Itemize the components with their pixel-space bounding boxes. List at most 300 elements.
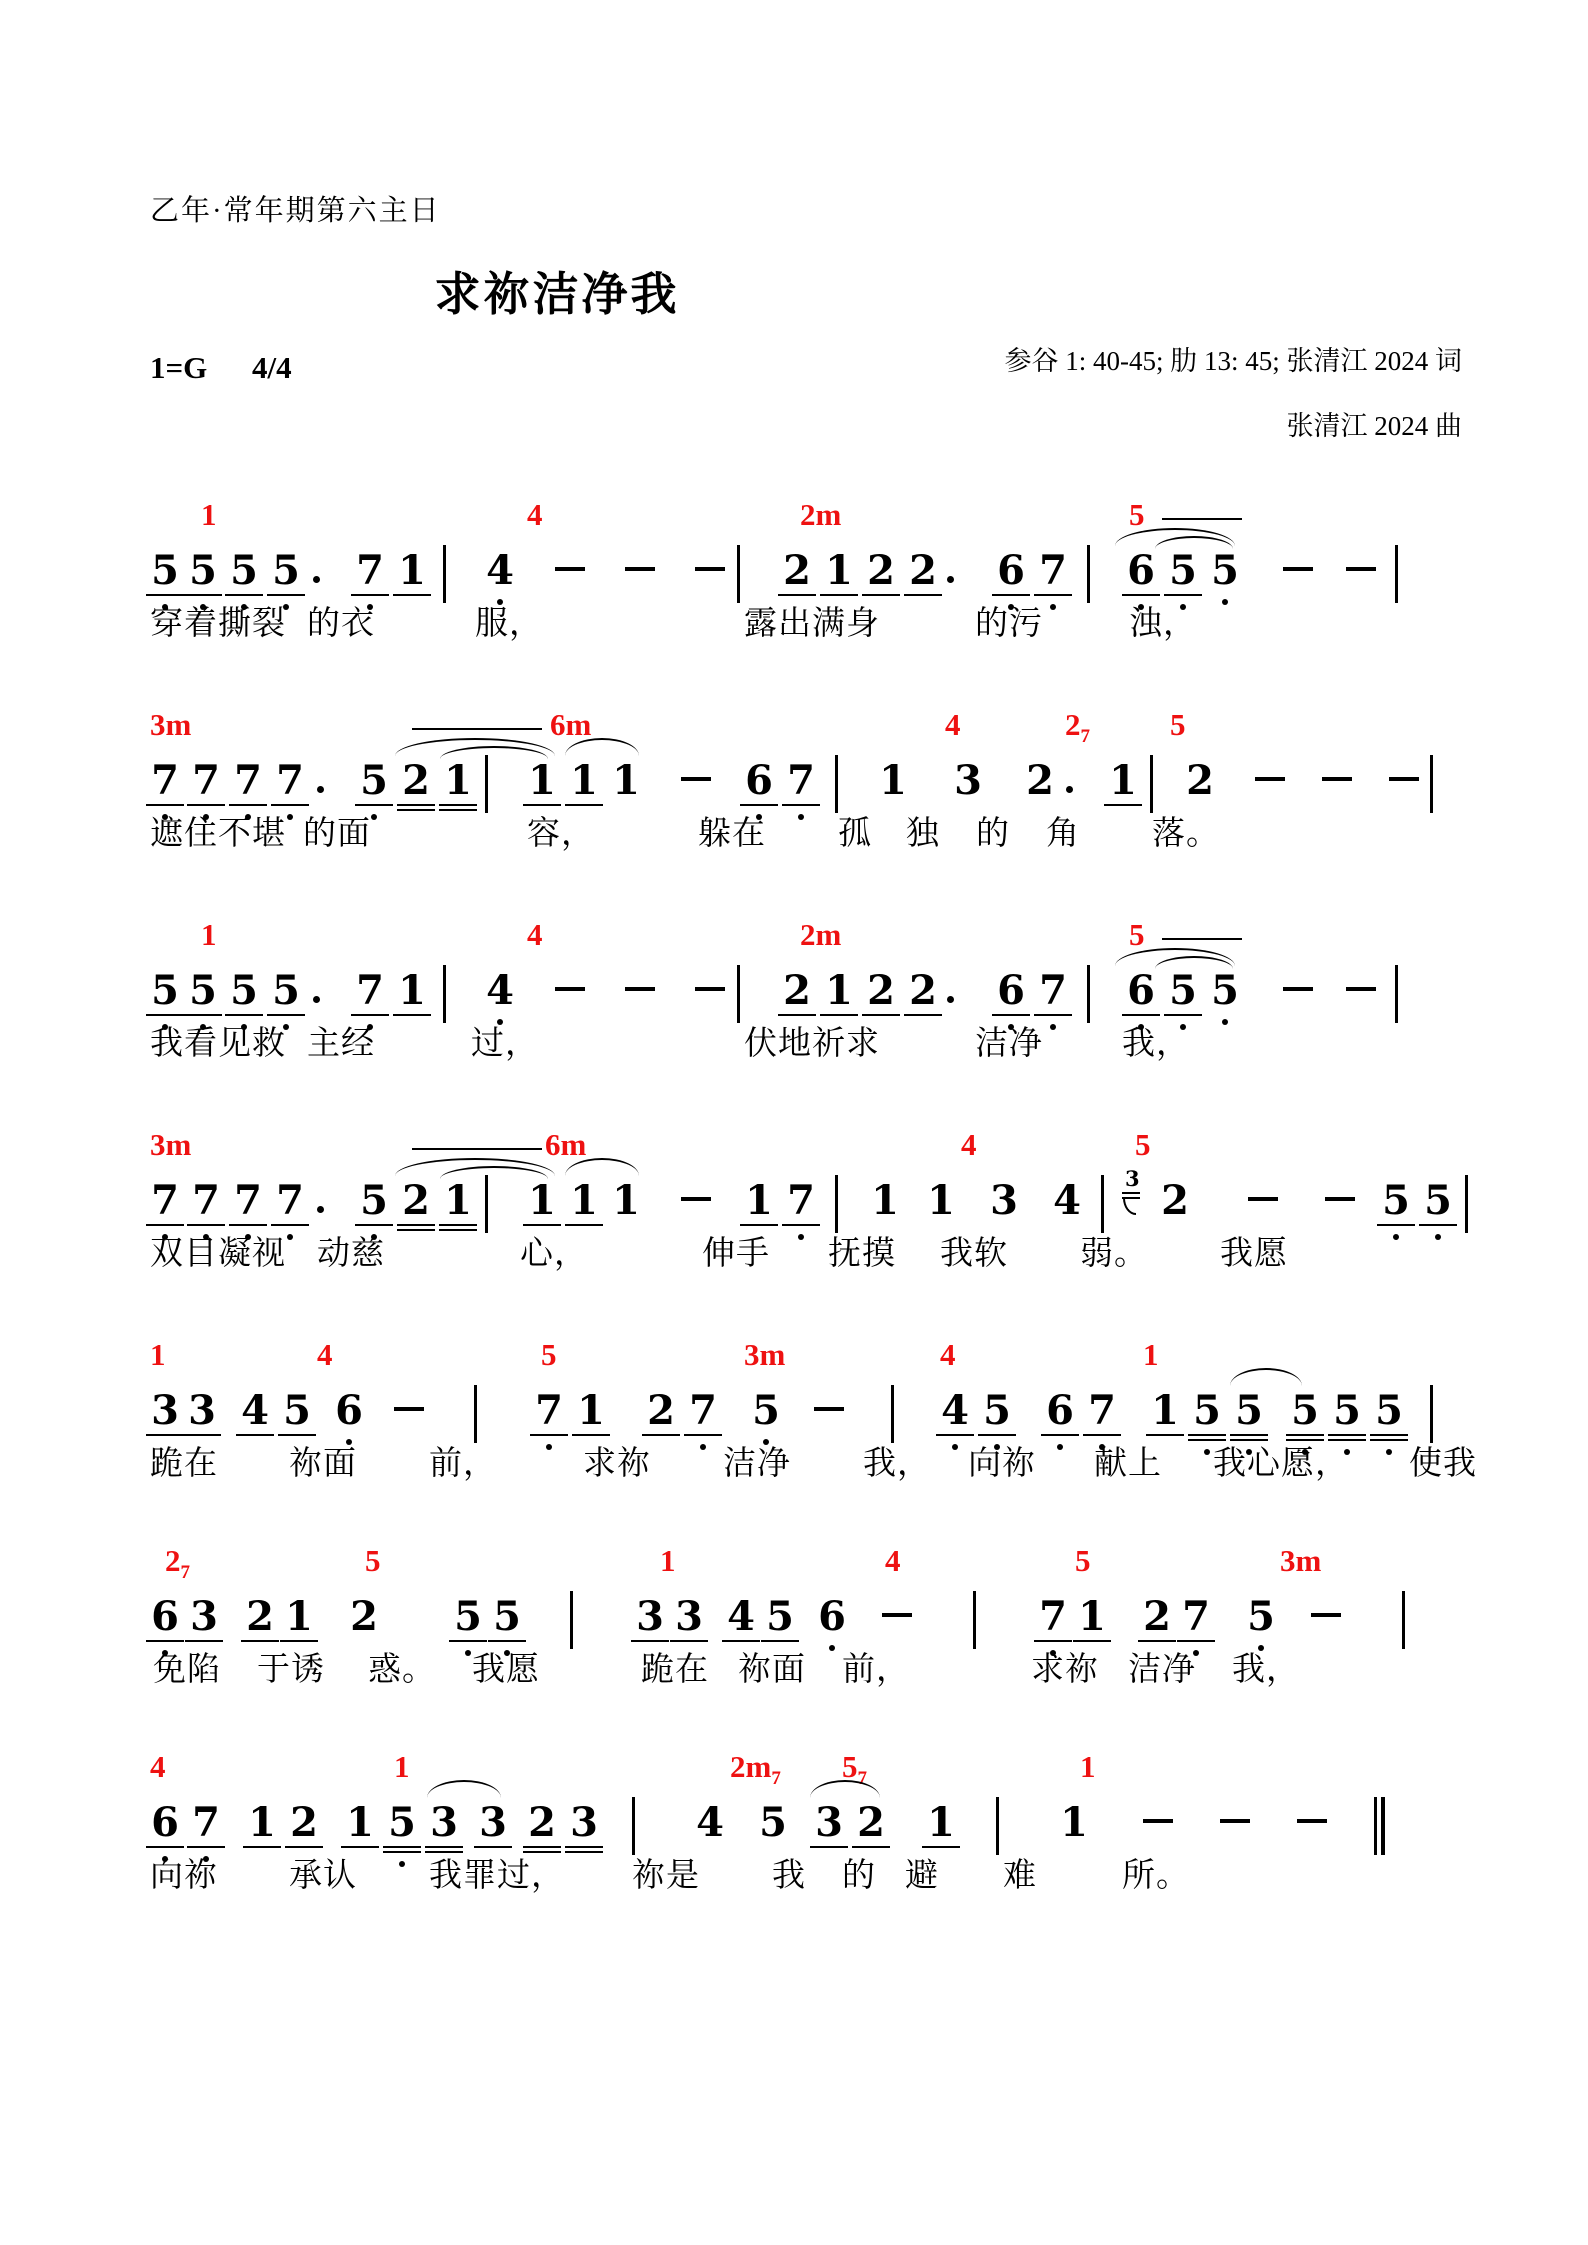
chord-subscript: 7 <box>180 1562 190 1583</box>
beam-underline <box>267 594 305 596</box>
note-digit <box>229 547 259 594</box>
digit: 5 <box>272 547 300 594</box>
digit: 3 <box>954 757 982 804</box>
lyric-syllable: 角 <box>1046 816 1080 852</box>
digit: 4 <box>486 547 514 594</box>
note-digit <box>349 1593 379 1640</box>
duration-dash <box>814 1407 844 1411</box>
digit: 2 <box>528 1799 556 1846</box>
digit: 6 <box>745 757 773 804</box>
music-system <box>150 918 1588 1088</box>
digit: 7 <box>787 757 815 804</box>
digit: 1 <box>612 1177 640 1224</box>
augmentation-dot <box>947 576 954 583</box>
digit: 2 <box>402 757 430 804</box>
beam-underline <box>184 594 222 596</box>
beam-underline <box>187 1846 225 1848</box>
digit: 3 <box>151 1387 179 1434</box>
lyric-syllable: 抚摸 <box>828 1236 896 1272</box>
note-digit <box>527 1177 557 1224</box>
duration-dash <box>555 987 585 991</box>
beam-underline <box>351 1014 389 1016</box>
digit: 1 <box>444 757 472 804</box>
note-digit <box>1126 547 1156 594</box>
chord-subscript: 7 <box>771 1768 781 1789</box>
note-digit <box>1290 1387 1320 1434</box>
note-digit <box>485 547 515 594</box>
beam-underline <box>271 804 309 806</box>
beam-underline <box>146 1014 184 1016</box>
beam-underline <box>670 1640 708 1642</box>
beam-underline <box>285 1846 323 1848</box>
note-digit <box>817 1593 847 1640</box>
beam-underline <box>146 1434 184 1436</box>
barline <box>973 1591 976 1649</box>
digit: 1 <box>1078 1593 1106 1640</box>
duration-dash <box>1297 1819 1327 1823</box>
chord-label: 5 <box>365 1543 381 1578</box>
beam-underline <box>992 594 1030 596</box>
note-digit <box>485 967 515 1014</box>
beam-underline <box>488 1640 526 1642</box>
beam-underline <box>862 1014 900 1016</box>
note-digit <box>1181 1593 1211 1640</box>
beam-underline <box>631 1640 669 1642</box>
digit: 1 <box>745 1177 773 1224</box>
note-digit <box>191 1177 221 1224</box>
note-digit <box>527 1799 557 1846</box>
digit: 2 <box>246 1593 274 1640</box>
lyric-syllable: 跪在 <box>641 1652 709 1688</box>
duration-dash <box>1220 1819 1250 1823</box>
duration-dash <box>882 1613 912 1617</box>
beam-underline <box>1041 1434 1079 1436</box>
beam-underline <box>1370 1434 1408 1436</box>
note-digit <box>982 1387 1012 1434</box>
note-digit <box>150 757 180 804</box>
digit: 6 <box>1127 967 1155 1014</box>
lyric-syllable: 祢面 <box>289 1446 357 1482</box>
chord-label: 5 <box>1129 497 1145 532</box>
beam-underline <box>1164 594 1202 596</box>
lyric-syllable: 的衣 <box>307 606 375 642</box>
lyric-syllable: 我， <box>863 1446 931 1482</box>
lyric-syllable: 我罪过， <box>429 1858 565 1894</box>
note-digit <box>1234 1387 1264 1434</box>
beam-underline <box>185 1640 223 1642</box>
beam-underline <box>1146 1434 1184 1436</box>
beam-underline <box>1286 1434 1324 1436</box>
chord-row <box>150 498 1588 534</box>
tie-line <box>412 1148 542 1150</box>
duration-dash <box>681 1197 711 1201</box>
duration-dash <box>1283 987 1313 991</box>
note-digit <box>355 967 385 1014</box>
barline <box>1430 1385 1433 1443</box>
digit: 3 <box>479 1799 507 1846</box>
note-digit <box>247 1799 277 1846</box>
note-digit <box>765 1593 795 1640</box>
note-digit <box>345 1799 375 1846</box>
lyric-syllable: 洁净 <box>1128 1652 1196 1688</box>
barline <box>1087 965 1090 1023</box>
digit: 2 <box>647 1387 675 1434</box>
grace-note <box>1122 1166 1144 1222</box>
notation-row <box>150 1799 1588 1846</box>
note-digit <box>289 1799 319 1846</box>
music-system <box>150 1338 1588 1508</box>
note-digit <box>150 1177 180 1224</box>
beam-underline <box>523 1846 561 1848</box>
beam-underline <box>146 804 184 806</box>
note-digit <box>275 757 305 804</box>
notation-row <box>150 1593 1588 1640</box>
chord-label: 3m <box>150 1127 192 1162</box>
digit: 1 <box>248 1799 276 1846</box>
chord-row <box>150 707 1588 747</box>
digit: 2 <box>1186 757 1214 804</box>
chord-label: 5 <box>1170 707 1186 742</box>
beam-underline <box>351 594 389 596</box>
note-digit <box>926 1799 956 1846</box>
beam-underline <box>243 1846 281 1848</box>
beam-underline <box>271 1224 309 1226</box>
beam-underline <box>236 1434 274 1436</box>
digit: 7 <box>151 1177 179 1224</box>
liturgical-header: 乙年·常年期第六主日 <box>150 195 441 227</box>
digit: 6 <box>1046 1387 1074 1434</box>
digit: 1 <box>1060 1799 1088 1846</box>
beam-underline <box>992 1014 1030 1016</box>
digit: 5 <box>759 1799 787 1846</box>
beam-underline <box>187 1224 225 1226</box>
note-digit <box>611 757 641 804</box>
duration-dash <box>394 1407 424 1411</box>
chord-row <box>150 1749 1588 1789</box>
lyric-syllable: 的 <box>976 816 1010 852</box>
beam-underline <box>425 1846 463 1848</box>
beam-underline <box>280 1640 318 1642</box>
digit: 2 <box>1143 1593 1171 1640</box>
note-digit <box>824 547 854 594</box>
digit: 1 <box>444 1177 472 1224</box>
lyric-syllable: 过， <box>471 1026 539 1062</box>
beam-underline <box>383 1851 421 1853</box>
lyric-syllable: 我软 <box>940 1236 1008 1272</box>
beam-underline <box>722 1640 760 1642</box>
note-digit <box>569 757 599 804</box>
note-digit <box>429 1799 459 1846</box>
barline <box>891 1385 894 1443</box>
augmentation-dot <box>947 996 954 1003</box>
digit: 5 <box>360 757 388 804</box>
note-digit <box>188 547 218 594</box>
chord-label: 1 <box>150 1337 166 1372</box>
beam-underline <box>267 1014 305 1016</box>
beam-underline <box>761 1640 799 1642</box>
beam-underline <box>740 804 778 806</box>
duration-dash <box>1346 987 1376 991</box>
beam-underline <box>778 594 816 596</box>
note-digit <box>492 1593 522 1640</box>
chord-label: 3m <box>744 1337 786 1372</box>
augmentation-dot <box>1066 786 1073 793</box>
note-digit <box>1059 1799 1089 1846</box>
lyric-syllable: 向祢 <box>968 1446 1036 1482</box>
lyric-syllable: 避 <box>905 1858 939 1894</box>
duration-dash <box>695 987 725 991</box>
final-barline <box>1374 1797 1386 1855</box>
note-digit <box>527 757 557 804</box>
lyric-syllable: 使我 <box>1409 1446 1477 1482</box>
note-digit <box>1423 1177 1453 1224</box>
note-digit <box>397 967 427 1014</box>
chord-label: 5 <box>541 1337 557 1372</box>
beam-underline <box>978 1434 1016 1436</box>
beam-underline <box>904 1014 942 1016</box>
note-digit <box>1077 1593 1107 1640</box>
digit: 7 <box>192 1799 220 1846</box>
digit: 3 <box>1125 1166 1140 1191</box>
note-digit <box>443 1177 473 1224</box>
lyric-syllable: 于诱 <box>257 1652 325 1688</box>
notation-row <box>150 547 1588 594</box>
beam-underline <box>820 594 858 596</box>
note-digit <box>191 757 221 804</box>
lyric-row <box>150 1444 1588 1488</box>
note-digit <box>611 1177 641 1224</box>
chord-subscript: 7 <box>1080 726 1090 747</box>
duration-dash <box>1311 1613 1341 1617</box>
beam-underline <box>449 1640 487 1642</box>
beam-underline <box>439 1224 477 1226</box>
lyric-syllable: 我， <box>1122 1026 1190 1062</box>
beam-underline <box>904 594 942 596</box>
beam-underline <box>820 1014 858 1016</box>
note-digit <box>191 1799 221 1846</box>
digit: 5 <box>189 547 217 594</box>
beam-underline <box>439 1229 477 1231</box>
note-digit <box>1087 1387 1117 1434</box>
digit: 7 <box>234 1177 262 1224</box>
note-digit <box>908 547 938 594</box>
beam-underline <box>225 594 263 596</box>
note-digit <box>926 1177 956 1224</box>
note-digit <box>1381 1177 1411 1224</box>
chord-label: 4 <box>150 1749 166 1784</box>
chord-label: 1 <box>394 1749 410 1784</box>
lyric-syllable: 祢面 <box>738 1652 806 1688</box>
chord-row <box>150 1128 1588 1164</box>
tie-line <box>1162 518 1242 520</box>
barline <box>835 1175 838 1233</box>
digit: 6 <box>151 1593 179 1640</box>
lyric-syllable: 承认 <box>289 1858 357 1894</box>
beam-underline <box>1188 1439 1226 1441</box>
beam-underline <box>1083 1434 1121 1436</box>
digit: 7 <box>535 1387 563 1434</box>
note-digit <box>569 1799 599 1846</box>
barline <box>1395 545 1398 603</box>
beam-underline <box>523 1224 561 1226</box>
chord-label: 3m <box>150 707 192 742</box>
credits <box>1005 348 1463 478</box>
note-digit <box>150 1593 180 1640</box>
chord-label: 5 <box>1129 917 1145 952</box>
augmentation-dot <box>317 1206 324 1213</box>
duration-dash <box>1255 777 1285 781</box>
note-digit <box>282 1387 312 1434</box>
augmentation-dot <box>317 786 324 793</box>
digit: 6 <box>818 1593 846 1640</box>
note-digit <box>695 1799 725 1846</box>
beam-underline <box>782 1224 820 1226</box>
beam-underline <box>187 804 225 806</box>
beam-underline <box>146 1846 184 1848</box>
digit: 1 <box>927 1177 955 1224</box>
lyric-syllable: 难 <box>1003 1858 1037 1894</box>
lyric-syllable: 躲在 <box>698 816 766 852</box>
digit: 5 <box>283 1387 311 1434</box>
lyric-syllable: 浊， <box>1129 606 1197 642</box>
note-digit <box>271 967 301 1014</box>
note-digit <box>866 967 896 1014</box>
lyric-syllable: 独 <box>906 816 940 852</box>
digit: 1 <box>528 757 556 804</box>
digit: 7 <box>689 1387 717 1434</box>
beam-underline <box>397 1224 435 1226</box>
note-digit <box>674 1593 704 1640</box>
duration-dash <box>1322 777 1352 781</box>
chord-label: 1 <box>660 1543 676 1578</box>
note-digit <box>150 547 180 594</box>
beam-underline <box>355 804 393 806</box>
beam-underline <box>1370 1439 1408 1441</box>
digit: 5 <box>752 1387 780 1434</box>
beam-underline <box>383 1846 421 1848</box>
duration-dash <box>555 567 585 571</box>
digit: 1 <box>825 967 853 1014</box>
lyric-syllable: 我愿 <box>1220 1236 1288 1272</box>
duration-dash <box>695 567 725 571</box>
beam-underline <box>1230 1434 1268 1436</box>
note-digit <box>1332 1387 1362 1434</box>
beam-underline <box>1230 1439 1268 1441</box>
beam-underline <box>530 1434 568 1436</box>
lyric-syllable: 的污 <box>975 606 1043 642</box>
note-digit <box>1374 1387 1404 1434</box>
beam-underline <box>1122 1192 1140 1194</box>
digit: 1 <box>528 1177 556 1224</box>
lyric-syllable: 跪在 <box>150 1446 218 1482</box>
note-digit <box>275 1177 305 1224</box>
lyric-syllable: 容， <box>527 816 595 852</box>
note-digit <box>355 547 385 594</box>
digit: 7 <box>1088 1387 1116 1434</box>
chord-label: 4 <box>885 1543 901 1578</box>
barline <box>835 755 838 813</box>
duration-dash <box>1143 1819 1173 1823</box>
note-digit <box>1210 547 1240 594</box>
chord-label: 4 <box>945 707 961 742</box>
digit: 5 <box>454 1593 482 1640</box>
lyric-syllable: 所。 <box>1122 1858 1190 1894</box>
note-digit <box>150 967 180 1014</box>
digit: 2 <box>350 1593 378 1640</box>
digit: 5 <box>1291 1387 1319 1434</box>
lyric-row <box>150 1856 1588 1900</box>
digit: 5 <box>1424 1177 1452 1224</box>
digit: 7 <box>1039 967 1067 1014</box>
chord-label: 5 <box>1135 1127 1151 1162</box>
digit: 4 <box>241 1387 269 1434</box>
lyric-syllable: 穿着撕裂 <box>150 606 286 642</box>
note-digit <box>1108 757 1138 804</box>
notation-row <box>150 1166 1588 1224</box>
digit: 1 <box>570 1177 598 1224</box>
augmentation-dot <box>313 576 320 583</box>
tie-line <box>1162 938 1242 940</box>
note-digit <box>229 967 259 1014</box>
chord-label: $2_7$ <box>1065 707 1090 747</box>
beam-underline <box>782 804 820 806</box>
digit: 7 <box>1182 1593 1210 1640</box>
beam-underline <box>1034 1640 1072 1642</box>
note-digit <box>1038 1593 1068 1640</box>
lyric-row <box>150 1650 1588 1694</box>
digit: 7 <box>1039 1593 1067 1640</box>
music-system <box>150 1128 1588 1298</box>
beam-underline <box>565 1851 603 1853</box>
note-digit <box>187 1387 217 1434</box>
note-digit <box>1185 757 1215 804</box>
beam-underline <box>229 804 267 806</box>
beam-underline <box>852 1846 890 1848</box>
digit: 2 <box>867 547 895 594</box>
note-digit <box>744 1177 774 1224</box>
barline <box>632 1797 635 1855</box>
digit: 5 <box>388 1799 416 1846</box>
notation-row <box>150 1387 1588 1434</box>
digit: 5 <box>493 1593 521 1640</box>
chord-label: 4 <box>940 1337 956 1372</box>
digit: 1 <box>879 757 907 804</box>
digit: 5 <box>151 547 179 594</box>
beam-underline <box>241 1640 279 1642</box>
digit: 7 <box>276 1177 304 1224</box>
note-digit <box>359 757 389 804</box>
duration-dash <box>681 777 711 781</box>
beam-underline <box>183 1434 221 1436</box>
chord-label: 2m <box>800 917 842 952</box>
note-digit <box>397 547 427 594</box>
lyric-syllable: 向祢 <box>150 1858 218 1894</box>
digit: 1 <box>398 967 426 1014</box>
digit: 5 <box>360 1177 388 1224</box>
barline <box>1465 1175 1468 1233</box>
digit: 2 <box>402 1177 430 1224</box>
note-digit <box>1150 1387 1180 1434</box>
note-digit <box>569 1177 599 1224</box>
lyric-syllable: 的 <box>842 1858 876 1894</box>
lyric-row <box>150 604 1588 648</box>
digit: 5 <box>1375 1387 1403 1434</box>
digit: 4 <box>696 1799 724 1846</box>
digit: 4 <box>727 1593 755 1640</box>
note-digit <box>786 757 816 804</box>
digit: 7 <box>356 967 384 1014</box>
lyric-syllable: 惑。 <box>368 1652 436 1688</box>
